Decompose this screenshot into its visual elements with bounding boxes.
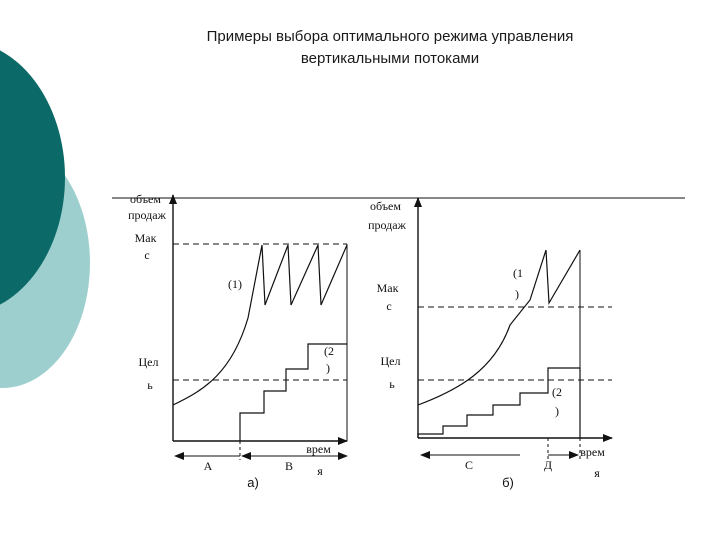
panel-b-caption: б) [502, 475, 514, 490]
panel-a [128, 192, 347, 490]
panel-b-curve-1 [418, 250, 580, 405]
panel-b-interval-d-label: Д [543, 458, 553, 472]
panel-a-curve-2-label: (2 ) [324, 344, 334, 375]
slide-title-line2: вертикальными потоками [300, 50, 480, 67]
panel-a-y-label: объем продаж [128, 192, 166, 222]
panel-a-interval-a-label: A [203, 459, 213, 473]
panel-a-target-label: Цел ь [138, 355, 159, 392]
panel-b [368, 198, 612, 490]
panel-b-target-label: Цел ь [380, 354, 401, 391]
panel-b-y-label: объем продаж [368, 199, 406, 232]
panel-a-interval-b-label: B [284, 459, 294, 473]
panel-a-time-label: врем я [306, 442, 331, 478]
panel-b-curve-2 [418, 368, 580, 438]
panel-a-curve-1-label: (1) [228, 277, 242, 291]
panel-b-curve-1-label: (1 ) [513, 266, 523, 301]
slide-title-line1: Примеры выбора оптимального режима управления [206, 28, 574, 45]
panel-b-interval-c-label: C [464, 458, 474, 472]
panel-a-curve-1 [173, 245, 347, 405]
panel-a-max-label: Мак с [134, 231, 157, 262]
panel-b-time-label: врем я [580, 445, 605, 480]
panel-a-caption: а) [247, 475, 259, 490]
panel-b-curve-2-label: (2 ) [552, 385, 562, 418]
panel-b-max-label: Мак с [376, 281, 399, 313]
panel-a-curve-2 [240, 344, 347, 441]
